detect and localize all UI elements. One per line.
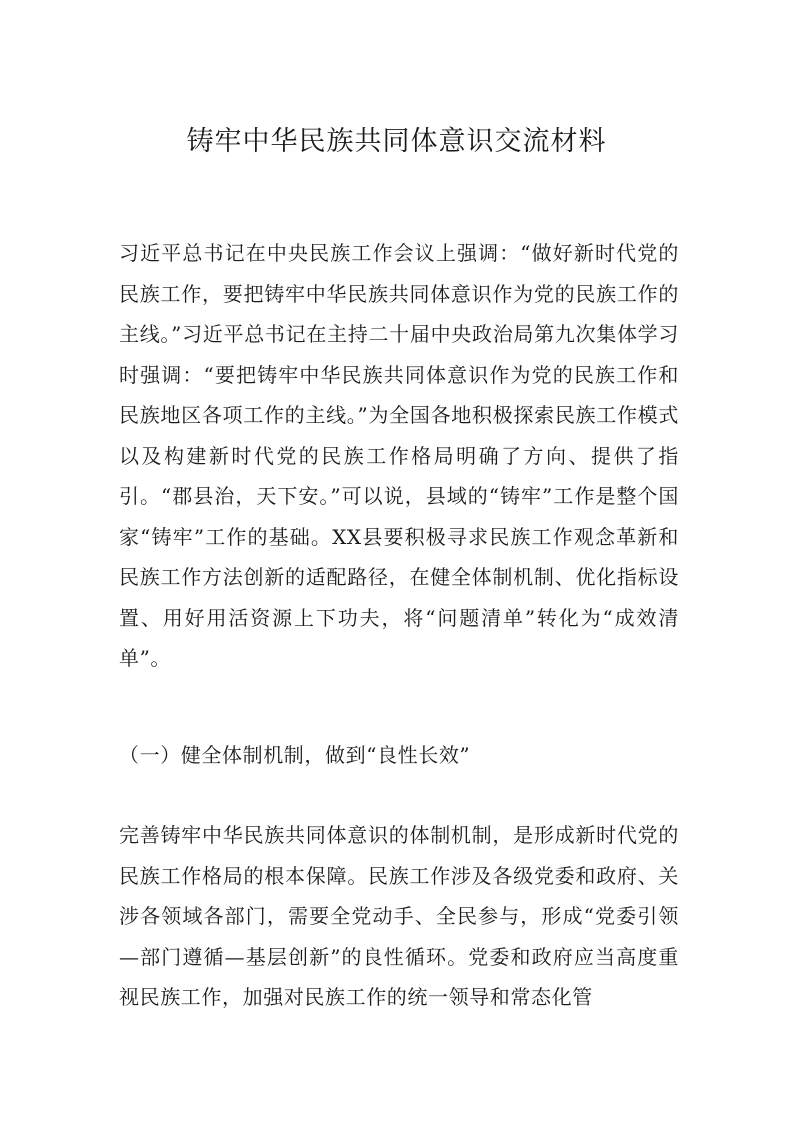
document-title: 铸牢中华民族共同体意识交流材料	[186, 126, 607, 157]
section-heading: （一）健全体制机制，做到“良性长效”	[119, 743, 471, 767]
intro-paragraph: 习近平总书记在中央民族工作会议上强调：“做好新时代党的民族工作，要把铸牢中华民族共同体意识作为党的民族工作的主线。”习近平总书记在主持二十届中央政治局第九次集体学习时强调：“要把铸牢中华民族共同体意识作为党的民族工作和民族地区各项工作的主线。”为全国各地积极探索民族工作模式以及构建新时代党的民族工作格局明确了方向、提供了指引。“郡县治，天下安。”可以说，县域的“铸牢”工作是整个国家“铸牢”工作的基础。XX县要积极寻求民族工作观念革新和民族工作方法创新的适配路径，在健全体制机制、优化指标设置、用好用活资源上下功夫，将“问题清单”转化为“成效清单”。	[119, 241, 679, 670]
body-paragraph: 完善铸牢中华民族共同体意识的体制机制，是形成新时代党的民族工作格局的根本保障。民族工作涉及各级党委和政府、关涉各领域各部门，需要全党动手、全民参与，形成“党委引领—部门遵循—基层创新”的良性循环。党委和政府应当高度重视民族工作，加强对民族工作的统一领导和常态化管	[119, 823, 679, 1009]
